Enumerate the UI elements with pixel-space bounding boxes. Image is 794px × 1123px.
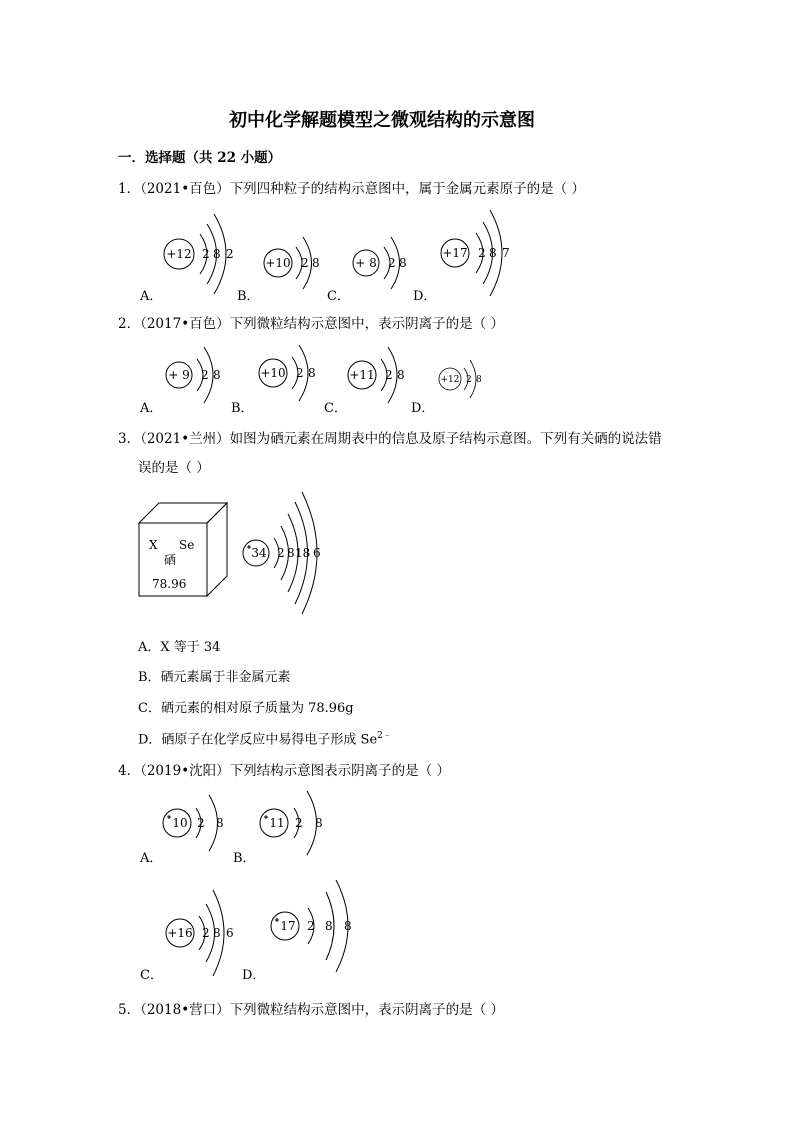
nucleus-charge: + 8 bbox=[355, 256, 377, 270]
nucleus-charge: 11 bbox=[269, 816, 285, 830]
question-2-stem: 2．（2017•百色）下列微粒结构示意图中，表示阴离子的是（ ） bbox=[118, 316, 504, 332]
q3-figure bbox=[130, 490, 340, 620]
shell-count: 2 bbox=[478, 246, 486, 260]
q4-label-a: A． bbox=[140, 851, 163, 866]
shell-count: 8 bbox=[312, 256, 320, 270]
shell-count: 2 bbox=[201, 368, 209, 382]
q1-atom-c bbox=[353, 237, 407, 289]
shell-count: 8 bbox=[397, 368, 405, 382]
nucleus-charge: +11 bbox=[349, 368, 375, 382]
q4-diagrams-row1 bbox=[150, 783, 370, 858]
q4-label-c: C． bbox=[140, 968, 163, 983]
q4-atom-a bbox=[163, 795, 224, 851]
nucleus-charge: + 9 bbox=[168, 368, 190, 382]
q4-label-d: D． bbox=[242, 968, 266, 983]
shell-count: 6 bbox=[313, 546, 321, 560]
q1-atom-b bbox=[264, 237, 320, 289]
nucleus-charge: 34 bbox=[251, 546, 267, 560]
q2-atom-a bbox=[166, 347, 221, 403]
shell-count: 2 bbox=[466, 375, 472, 385]
q2-atom-c bbox=[348, 347, 405, 403]
shell-count: 8 bbox=[325, 919, 333, 933]
q3-option-d-text: D．硒原子在化学反应中易得电子形成 Se bbox=[138, 732, 378, 748]
nucleus-charge: +10 bbox=[260, 366, 286, 380]
q2-atom-b bbox=[259, 345, 316, 401]
q1-label-b: B． bbox=[237, 289, 260, 304]
shell-count: 2 bbox=[197, 816, 205, 830]
q3-option-b: B．硒元素属于非金属元素 bbox=[138, 670, 291, 685]
shell-count: 2 bbox=[277, 546, 285, 560]
element-name: 硒 bbox=[164, 553, 177, 567]
atomic-mass: 78.96 bbox=[152, 577, 187, 591]
shell-count: 2 bbox=[307, 919, 315, 933]
ion-charge-superscript: 2﹣ bbox=[377, 731, 392, 741]
shell-count: 2 bbox=[295, 816, 303, 830]
shell-count: 8 bbox=[213, 247, 221, 261]
shell-count: 8 bbox=[213, 368, 221, 382]
q3-option-d bbox=[138, 728, 392, 747]
shell-count: 2 bbox=[226, 247, 234, 261]
shell-count: 8 bbox=[216, 816, 224, 830]
shell-count: 6 bbox=[226, 926, 234, 940]
shell-count: 2 bbox=[385, 368, 393, 382]
q1-diagrams bbox=[150, 200, 550, 300]
element-symbol: Se bbox=[179, 538, 195, 552]
q1-atom-d bbox=[441, 210, 510, 296]
nucleus-charge: +10 bbox=[265, 256, 291, 270]
question-5-stem: 5．（2018•营口）下列微粒结构示意图中，表示阴离子的是（ ） bbox=[118, 1002, 504, 1018]
nucleus-charge: +12 bbox=[440, 375, 460, 385]
page-title: 初中化学解题模型之微观结构的示意图 bbox=[229, 110, 535, 131]
question-3-stem-line2: 误的是（ ） bbox=[138, 460, 210, 476]
shell-count: 8 bbox=[287, 546, 295, 560]
q4-atom-c bbox=[166, 890, 234, 976]
selenium-atom-diagram bbox=[243, 492, 321, 614]
question-1-stem: 1．（2021•百色）下列四种粒子的结构示意图中，属于金属元素原子的是（ ） bbox=[118, 181, 585, 197]
q4-atom-b bbox=[260, 791, 323, 855]
q2-diagrams bbox=[150, 335, 550, 410]
q2-label-b: B． bbox=[231, 401, 254, 416]
atomic-number: X bbox=[149, 538, 158, 552]
question-3-stem-line1: 3．（2021•兰州）如图为硒元素在周期表中的信息及原子结构示意图。下列有关硒的说法错 bbox=[118, 431, 662, 447]
shell-count: 8 bbox=[213, 926, 221, 940]
q2-label-d: D． bbox=[411, 401, 435, 416]
shell-count: 2 bbox=[388, 256, 396, 270]
shell-count: 8 bbox=[344, 919, 352, 933]
shell-count: 8 bbox=[476, 375, 482, 385]
q1-label-d: D． bbox=[413, 289, 437, 304]
shell-count: 8 bbox=[308, 366, 316, 380]
nucleus-charge: +17 bbox=[442, 246, 468, 260]
shell-count: 7 bbox=[502, 246, 510, 260]
question-4-stem: 4．（2019•沈阳）下列结构示意图表示阴离子的是（ ） bbox=[118, 763, 450, 779]
shell-count: 18 bbox=[295, 546, 311, 560]
shell-count: 2 bbox=[202, 247, 210, 261]
shell-count: 8 bbox=[315, 816, 323, 830]
q2-atom-d bbox=[439, 360, 482, 398]
shell-count: 8 bbox=[489, 246, 497, 260]
q2-label-c: C． bbox=[324, 401, 347, 416]
q1-label-a: A． bbox=[140, 289, 163, 304]
q4-label-b: B． bbox=[233, 851, 256, 866]
q2-label-a: A． bbox=[140, 401, 163, 416]
nucleus-charge: 17 bbox=[280, 919, 296, 933]
section-heading: 一．选择题（共 22 小题） bbox=[118, 150, 282, 166]
nucleus-charge: +16 bbox=[167, 926, 193, 940]
shell-count: 2 bbox=[202, 926, 210, 940]
shell-count: 2 bbox=[296, 366, 304, 380]
q1-atom-a bbox=[164, 214, 234, 294]
q3-option-a: A．X 等于 34 bbox=[138, 640, 221, 655]
q4-atom-d bbox=[271, 880, 352, 972]
cube-side-face bbox=[207, 503, 227, 596]
cube-top-face bbox=[139, 503, 227, 523]
nucleus-charge: +12 bbox=[166, 247, 192, 261]
q3-option-c: C．硒元素的相对原子质量为 78.96g bbox=[138, 701, 354, 716]
q4-diagrams-row2 bbox=[150, 878, 380, 978]
q1-label-c: C． bbox=[327, 289, 350, 304]
nucleus-charge: 10 bbox=[172, 816, 188, 830]
shell-count: 2 bbox=[301, 256, 309, 270]
shell-count: 8 bbox=[399, 256, 407, 270]
periodic-table-cell bbox=[139, 503, 227, 596]
